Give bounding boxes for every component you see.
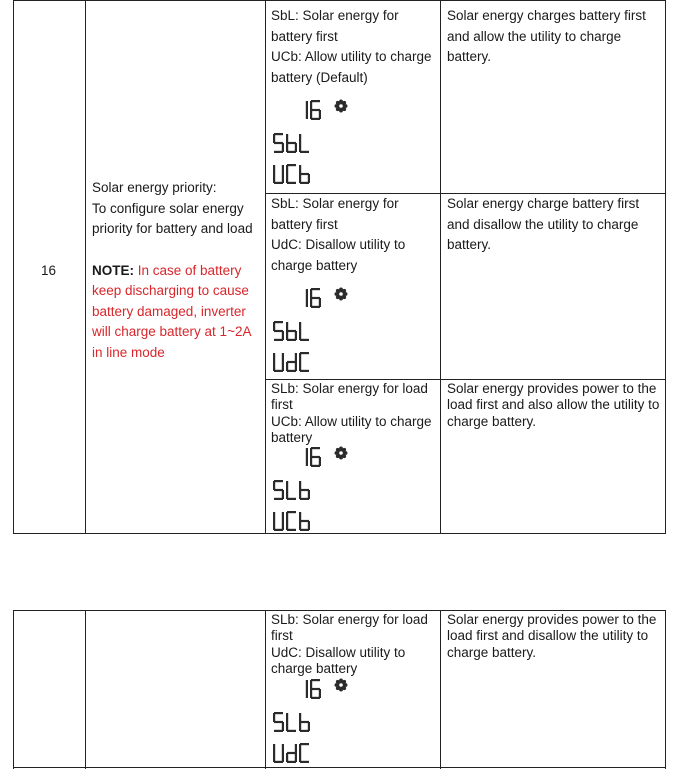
lcd-segment [300,352,309,354]
table1-col-line-3 [440,0,441,534]
description-line: Solar energy charges battery first [447,8,646,23]
lcd-segment [319,110,321,119]
note-line [92,261,264,282]
note-text: In case of battery [137,262,242,278]
lcd-segment [286,362,288,371]
lcd-segment [287,151,296,153]
note-line: keep discharging to cause [92,283,249,298]
lcd-segment [287,330,296,332]
lcd-segment [286,331,288,340]
option-text-line: charge battery [271,257,358,273]
lcd-segment [311,306,320,308]
lcd-segment [286,143,288,152]
lcd-segment [274,730,283,732]
lcd-segment [311,447,320,449]
lcd-segment [299,744,301,753]
lcd-display-3 [271,445,351,542]
lcd-segment [274,142,283,144]
lcd-svg [271,286,351,378]
lcd-display-1 [271,98,351,195]
lcd-segment [311,688,320,690]
lcd-segment [308,490,310,499]
settings-gear-icon [335,100,348,113]
lcd-segment [299,713,301,722]
lcd-segment [299,322,301,331]
option-text-line: UdC: Disallow utility to [271,237,406,252]
description-line: and disallow the utility to charge [447,216,639,232]
lcd-segment [300,498,309,500]
lcd-segment [282,753,284,762]
description-line: Solar energy provides power to the [447,612,657,627]
lcd-segment [300,721,309,723]
lcd-segment [282,722,284,731]
option-text-line: battery first [271,28,338,44]
description-cell-1 [447,6,664,68]
description-line: charge battery. [447,644,537,660]
lcd-segment [287,761,296,763]
lcd-segment [286,713,288,722]
lcd-segment [274,480,283,482]
lcd-segment [299,512,301,521]
description-line: Solar energy charge battery first [447,196,640,211]
table1-top-border [13,0,666,1]
lcd-segment [274,489,283,491]
lcd-segment [287,511,296,513]
lcd-segment [282,331,284,340]
setting-title: Solar energy priority: [92,180,217,195]
lcd-segment [273,362,275,371]
lcd-segment [306,289,308,298]
description-line: battery. [447,237,492,252]
table2-col-line-1 [85,610,86,769]
lcd-segment [299,174,301,183]
lcd-segment [306,101,308,110]
option-text-line: first [271,628,293,644]
lcd-segment [274,529,283,531]
lcd-segment [273,481,275,490]
lcd-segment [287,339,296,341]
lcd-segment [286,322,288,331]
description-line: battery. [447,49,492,64]
option-text-line: battery first [271,216,338,232]
settings-gear-icon [335,447,348,460]
table2-col-line-3 [440,610,441,769]
lcd-segment [300,173,309,175]
settings-gear-icon [335,288,348,301]
table2-col-line-2 [265,610,266,769]
lcd-segment [310,101,312,110]
lcd-segment [274,133,283,135]
lcd-segment [287,370,296,372]
lcd-segment [319,689,321,698]
note-line: will charge battery at 1~2A [92,324,252,339]
lcd-svg [271,98,351,190]
lcd-segment [299,165,301,174]
lcd-segment [282,490,284,499]
lcd-segment [299,331,301,340]
lcd-segment [311,100,320,102]
option-cell-4 [271,612,439,677]
lcd-segment [273,322,275,331]
lcd-segment [274,712,283,714]
setting-desc-line: priority for battery and load [92,221,253,236]
lcd-segment [286,134,288,143]
description-cell-4 [447,612,664,661]
option-text-line: battery [271,429,313,445]
option-cell-2 [271,194,439,276]
description-line: Solar energy provides power to the [447,381,657,396]
lcd-segment [306,680,308,689]
lcd-segment [287,182,296,184]
description-line: load first and disallow the utility to [447,628,649,644]
lcd-segment [308,174,310,183]
lcd-segment [286,174,288,183]
option-text-line: first [271,397,293,413]
lcd-segment [319,457,321,466]
option-cell-1 [271,6,439,88]
lcd-segment [299,753,301,762]
lcd-segment [295,331,297,340]
note-line: battery damaged, inverter [92,303,246,319]
lcd-segment [282,744,284,753]
lcd-segment [300,529,309,531]
lcd-segment [282,143,284,152]
note-line: in line mode [92,344,165,360]
lcd-segment [274,721,283,723]
lcd-segment [300,489,309,491]
lcd-segment [273,174,275,183]
lcd-segment [287,752,296,754]
option-text-line: SbL: Solar energy for [271,196,399,211]
lcd-segment [286,722,288,731]
lcd-segment [310,289,312,298]
lcd-segment [286,490,288,499]
note-label: NOTE: [92,262,134,278]
lcd-segment [299,722,301,731]
option-text-line: charge battery [271,660,358,676]
table1-col-line-4 [665,0,666,534]
lcd-segment [274,339,283,341]
lcd-segment [273,353,275,362]
lcd-segment [311,456,320,458]
lcd-segment [295,353,297,362]
option-text-line: battery (Default) [271,69,368,85]
lcd-segment [308,722,310,731]
lcd-segment [300,339,309,341]
lcd-segment [310,110,312,119]
lcd-segment [286,481,288,490]
lcd-segment [306,457,308,466]
lcd-segment [286,165,288,174]
lcd-segment [274,498,283,500]
lcd-segment [311,288,320,290]
row-number: 16 [41,263,57,278]
option-cell-3 [271,381,439,446]
lcd-segment [282,362,284,371]
lcd-segment [300,743,309,745]
lcd-segment [286,521,288,530]
lcd-segment [300,730,309,732]
option-text-line: UCb: Allow utility to charge [271,49,432,64]
lcd-segment [306,110,308,119]
lcd-segment [300,370,309,372]
lcd-segment [282,165,284,174]
lcd-segment [310,689,312,698]
lcd-segment [311,109,320,111]
lcd-segment [299,143,301,152]
lcd-segment [311,697,320,699]
lcd-segment [295,753,297,762]
lcd-segment [274,370,283,372]
lcd-segment [273,521,275,530]
lcd-segment [274,761,283,763]
lcd-segment [311,297,320,299]
lcd-segment [282,174,284,183]
table2-col-line-0 [13,610,14,769]
lcd-segment [299,134,301,143]
lcd-segment [274,151,283,153]
lcd-segment [306,689,308,698]
lcd-segment [287,361,296,363]
description-line: and allow the utility to charge [447,28,622,44]
table1-col-line-1 [85,0,86,534]
option-text-line: SLb: Solar energy for load [271,612,428,627]
lcd-segment [311,465,320,467]
lcd-segment [310,448,312,457]
lcd-segment [319,298,321,307]
lcd-segment [299,490,301,499]
lcd-segment [306,298,308,307]
table1-col-line-2 [265,0,266,534]
lcd-segment [299,353,301,362]
lcd-segment [300,520,309,522]
description-line: load first and also allow the utility to [447,397,660,413]
lcd-segment [300,151,309,153]
lcd-segment [274,182,283,184]
lcd-display-4 [271,677,351,774]
description-cell-2 [447,194,664,256]
lcd-segment [287,142,296,144]
option-text-line: UCb: Allow utility to charge [271,413,432,429]
setting-description [92,178,264,363]
lcd-segment [295,143,297,152]
description-cell-3 [447,381,664,430]
lcd-segment [273,134,275,143]
lcd-segment [286,512,288,521]
lcd-segment [282,512,284,521]
lcd-segment [287,730,296,732]
lcd-segment [282,353,284,362]
settings-gear-icon [335,679,348,692]
lcd-segment [286,753,288,762]
description-line: charge battery. [447,413,537,429]
lcd-segment [273,753,275,762]
lcd-segment [274,330,283,332]
lcd-segment [311,118,320,120]
lcd-segment [287,529,296,531]
lcd-segment [311,679,320,681]
lcd-segment [273,744,275,753]
option-text-line: SbL: Solar energy for [271,8,399,23]
lcd-segment [273,165,275,174]
lcd-segment [310,457,312,466]
option-text-line: UdC: Disallow utility to [271,644,406,660]
lcd-segment [287,498,296,500]
table2-col-line-4 [665,610,666,769]
table1-col-line-0 [13,0,14,534]
lcd-segment [299,362,301,371]
lcd-segment [300,761,309,763]
lcd-segment [308,521,310,530]
setting-desc-line: To configure solar energy [92,200,244,216]
lcd-svg [271,677,351,769]
lcd-segment [306,448,308,457]
lcd-svg [271,445,351,537]
table2-top-border [13,610,666,611]
lcd-segment [287,164,296,166]
lcd-segment [299,521,301,530]
lcd-segment [310,298,312,307]
lcd-segment [274,321,283,323]
lcd-segment [299,481,301,490]
lcd-segment [273,713,275,722]
lcd-segment [310,680,312,689]
lcd-display-2 [271,286,351,383]
lcd-segment [300,182,309,184]
lcd-segment [282,521,284,530]
lcd-segment [295,744,297,753]
lcd-segment [273,512,275,521]
option-text-line: SLb: Solar energy for load [271,381,428,396]
lcd-segment [295,362,297,371]
